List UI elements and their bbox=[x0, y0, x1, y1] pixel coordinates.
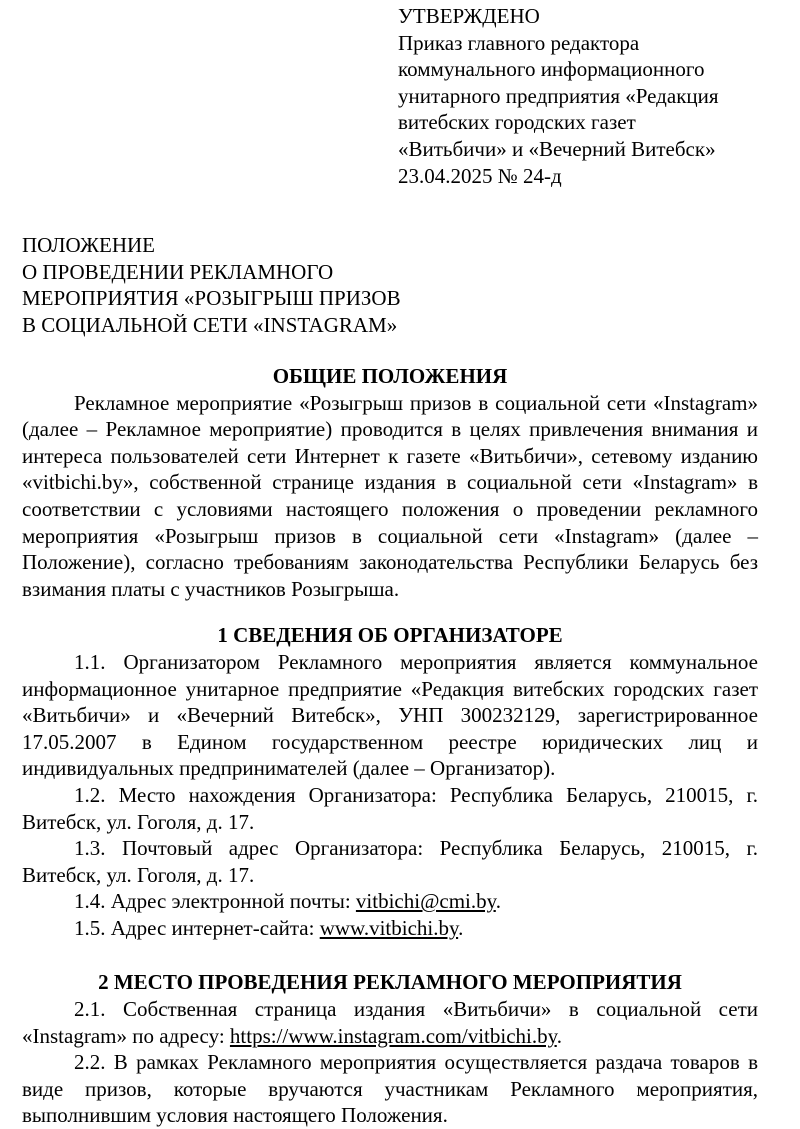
approval-line: витебских городских газет bbox=[398, 110, 636, 135]
paragraph-1-2: 1.2. Место нахождения Организатора: Республика Беларусь, 210015, г. Витебск, ул. Гоголя, д. 17. bbox=[22, 782, 758, 834]
paragraph-1-3: 1.3. Почтовый адрес Организатора: Республика Беларусь, 210015, г. Витебск, ул. Гоголя, д. 17. bbox=[22, 836, 758, 887]
document-title bbox=[22, 232, 522, 338]
section-heading-venue: 2 МЕСТО ПРОВЕДЕНИЯ РЕКЛАМНОГО МЕРОПРИЯТИЯ bbox=[98, 970, 682, 995]
email-link[interactable]: vitbichi@cmi.by bbox=[355, 889, 496, 914]
instagram-link[interactable]: https://www.instagram.com/vitbichi.by bbox=[229, 1023, 557, 1048]
instagram-label: 2.1. Собственная страница издания «Витьбичи» в социальной сети «Instagram» по адресу: bbox=[22, 997, 758, 1048]
paragraph-2-2: 2.2. В рамках Рекламного мероприятия осуществляется раздача товаров в виде призов, которые вручаются участникам Рекламного мероприятия, выполнившим условия настоящего Положения. bbox=[22, 1050, 758, 1128]
paragraph-1-5 bbox=[22, 915, 758, 942]
approval-line: унитарного предприятия «Редакция bbox=[398, 83, 719, 108]
approval-line: Приказ главного редактора bbox=[398, 30, 640, 55]
approval-stamp bbox=[398, 3, 788, 189]
title-line: МЕРОПРИЯТИЯ «РОЗЫГРЫШ ПРИЗОВ bbox=[22, 286, 401, 311]
general-paragraph: Рекламное мероприятие «Розыгрыш призов в социальной сети «Instagram» (далее – Рекламное мероприятие) проводится в целях привлечения внимания и интереса пользователей сети Интернет к газете «Витьбичи», сетевому изданию «vitbichi.by», собственной странице издания в социальной сети «Instagram» в соответствии с условиями настоящего положения о проведении рекламного мероприятия «Розыгрыш призов в социальной сети «Instagram» (далее – Положение), согласно требованиям законодательства Республики Беларусь без взимания платы с участников Розыгрыша. bbox=[22, 390, 758, 601]
paragraph-1-4 bbox=[22, 888, 758, 915]
section-heading-organizer: 1 СВЕДЕНИЯ ОБ ОРГАНИЗАТОРЕ bbox=[217, 623, 563, 648]
website-suffix: . bbox=[458, 915, 464, 940]
paragraph-1-1: 1.1. Организатором Рекламного мероприятия является коммунальное информационное унитарное предприятие «Редакция витебских городских газет «Витьбичи» и «Вечерний Витебск», УНП 300232129, зарегистрированное 17.05.2007 в Едином государственном реестре юридических лиц и индивидуальных предпринимателей (далее – Организатор). bbox=[22, 649, 758, 781]
approval-date: 23.04.2025 № 24-д bbox=[398, 163, 562, 188]
email-suffix: . bbox=[495, 889, 502, 914]
paragraph-2-1 bbox=[22, 996, 758, 1049]
approval-line: коммунального информационного bbox=[398, 57, 705, 82]
approval-line: УТВЕРЖДЕНО bbox=[398, 4, 540, 28]
instagram-suffix: . bbox=[556, 1023, 562, 1048]
title-line: О ПРОВЕДЕНИИ РЕКЛАМНОГО bbox=[22, 259, 334, 284]
section-heading-general: ОБЩИЕ ПОЛОЖЕНИЯ bbox=[272, 364, 508, 388]
title-line: ПОЛОЖЕНИЕ bbox=[22, 233, 155, 257]
approval-line: «Витьбичи» и «Вечерний Витебск» bbox=[398, 136, 716, 161]
website-link[interactable]: www.vitbichi.by bbox=[319, 915, 459, 940]
website-label: 1.5. Адрес интернет-сайта: bbox=[74, 915, 320, 940]
email-label: 1.4. Адрес электронной почты: bbox=[74, 889, 356, 914]
title-line: В СОЦИАЛЬНОЙ СЕТИ «INSTAGRAM» bbox=[22, 312, 398, 337]
document-body bbox=[22, 363, 758, 1129]
